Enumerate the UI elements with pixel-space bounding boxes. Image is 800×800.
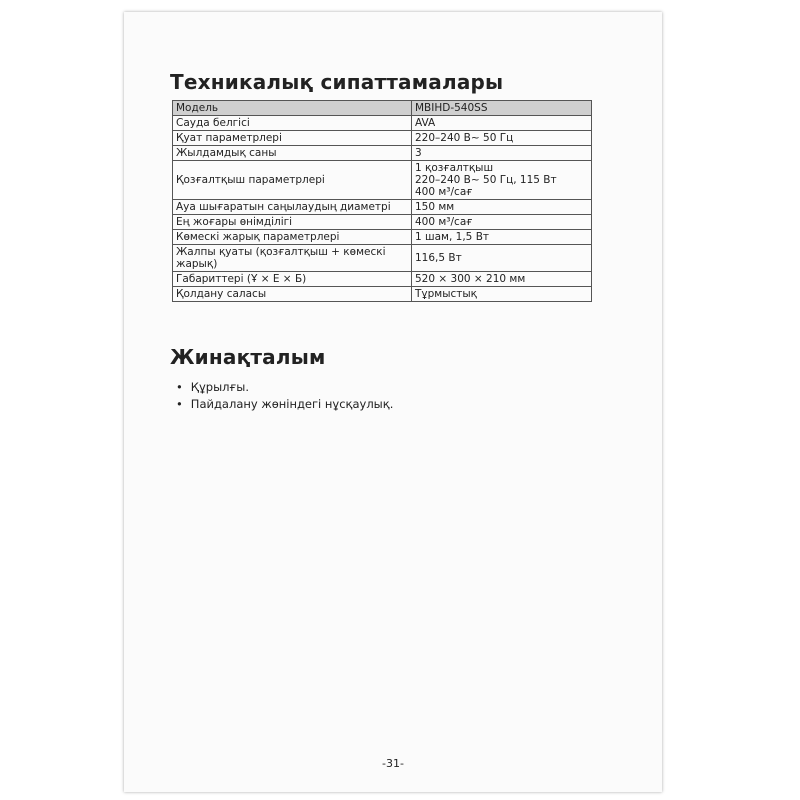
spec-value-line: 400 м³/сағ bbox=[415, 216, 473, 228]
spec-value bbox=[412, 161, 592, 200]
page-number: -31- bbox=[382, 757, 404, 770]
spec-label: Модель bbox=[173, 101, 412, 116]
table-row bbox=[173, 215, 592, 230]
spec-value-line: 520 × 300 × 210 мм bbox=[415, 273, 526, 285]
table-row bbox=[173, 287, 592, 302]
specs-table bbox=[172, 100, 592, 302]
table-row bbox=[173, 101, 592, 116]
spec-value bbox=[412, 230, 592, 245]
section-title-contents: Жинақталым bbox=[170, 345, 326, 369]
spec-label: Қолдану саласы bbox=[173, 287, 412, 302]
spec-value-line: 220–240 В~ 50 Гц, 115 Вт bbox=[415, 174, 557, 186]
spec-value-line: 116,5 Вт bbox=[415, 252, 462, 264]
spec-label: Ауа шығаратын саңылаудың диаметрі bbox=[173, 200, 412, 215]
spec-value bbox=[412, 131, 592, 146]
spec-label: Жалпы қуаты (қозғалтқыш + көмескі жарық) bbox=[173, 245, 412, 272]
spec-value-line: MBIHD-540SS bbox=[415, 102, 488, 114]
spec-label: Жылдамдық саны bbox=[173, 146, 412, 161]
spec-value-line: 150 мм bbox=[415, 201, 455, 213]
section-title-specs: Техникалық сипаттамалары bbox=[170, 70, 504, 94]
table-row bbox=[173, 230, 592, 245]
spec-value bbox=[412, 287, 592, 302]
spec-value-line: 1 қозғалтқыш bbox=[415, 162, 494, 174]
list-item: • Пайдалану жөніндегі нұсқаулық. bbox=[176, 397, 393, 411]
spec-label: Ең жоғары өнімділігі bbox=[173, 215, 412, 230]
table-row bbox=[173, 146, 592, 161]
spec-value-line: Тұрмыстық bbox=[415, 288, 478, 300]
spec-label: Сауда белгісі bbox=[173, 116, 412, 131]
table-row bbox=[173, 200, 592, 215]
list-item: • Құрылғы. bbox=[176, 380, 393, 394]
spec-value bbox=[412, 146, 592, 161]
table-row bbox=[173, 131, 592, 146]
table-row bbox=[173, 272, 592, 287]
table-row bbox=[173, 116, 592, 131]
spec-value bbox=[412, 116, 592, 131]
spec-value-line: 220–240 В~ 50 Гц bbox=[415, 132, 514, 144]
spec-value-line: 400 м³/сағ bbox=[415, 186, 473, 198]
spec-value bbox=[412, 245, 592, 272]
spec-label: Көмескі жарық параметрлері bbox=[173, 230, 412, 245]
table-row bbox=[173, 161, 592, 200]
manual-page bbox=[124, 12, 662, 792]
spec-label: Габариттері (Ұ × Е × Б) bbox=[173, 272, 412, 287]
spec-value bbox=[412, 272, 592, 287]
contents-list bbox=[176, 380, 393, 414]
spec-value-line: 3 bbox=[415, 147, 422, 159]
spec-label: Қуат параметрлері bbox=[173, 131, 412, 146]
spec-label: Қозғалтқыш параметрлері bbox=[173, 161, 412, 200]
spec-value bbox=[412, 215, 592, 230]
spec-value bbox=[412, 200, 592, 215]
spec-value bbox=[412, 101, 592, 116]
spec-value-line: 1 шам, 1,5 Вт bbox=[415, 231, 490, 243]
table-row bbox=[173, 245, 592, 272]
spec-value-line: AVA bbox=[415, 117, 436, 129]
